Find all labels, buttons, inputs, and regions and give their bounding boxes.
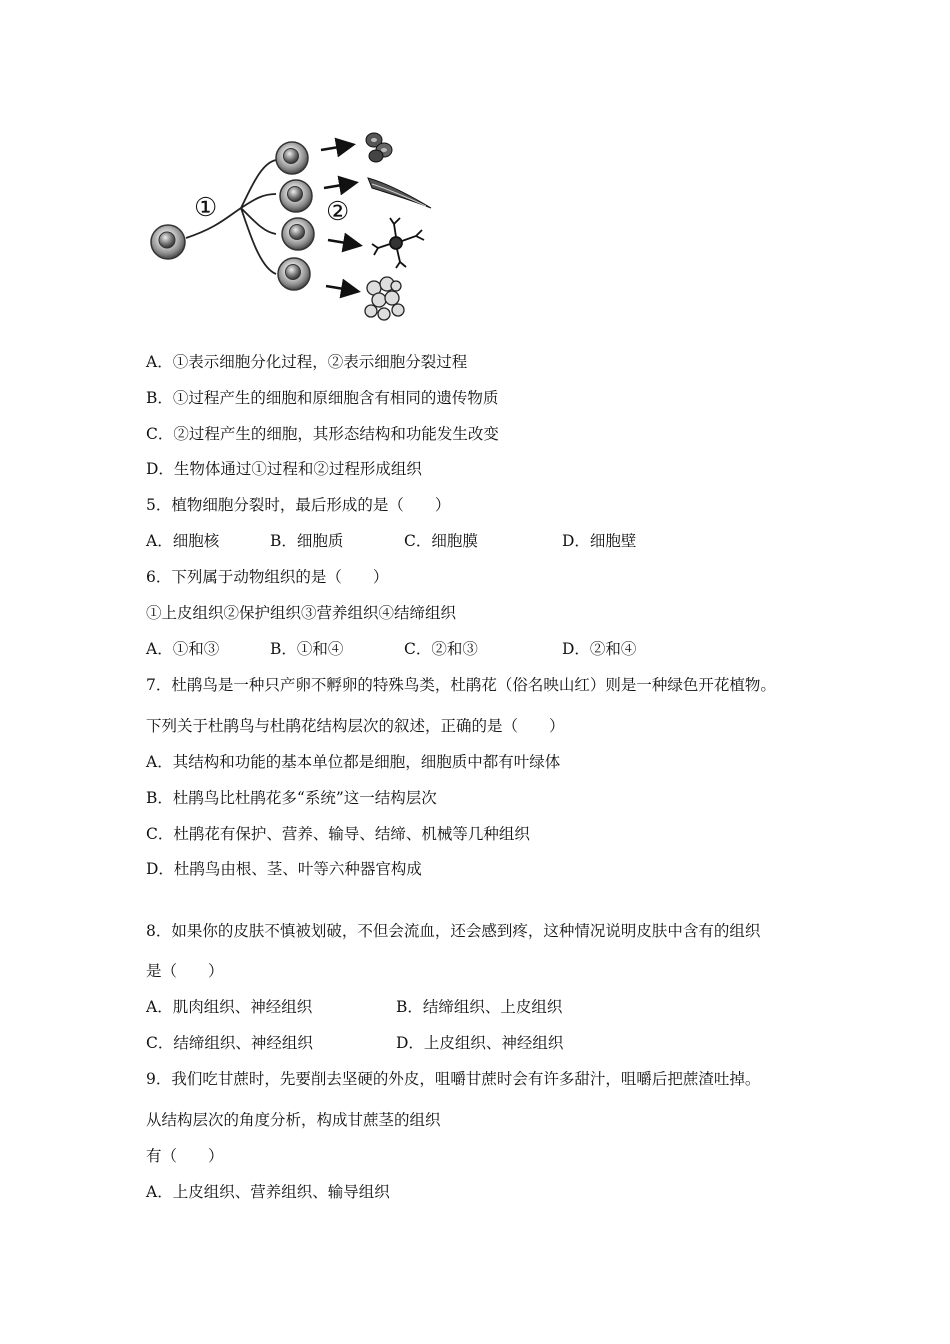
daughter-cell bbox=[276, 142, 308, 174]
q7-option-a: A．其结构和功能的基本单位都是细胞，细胞质中都有叶绿体 bbox=[146, 753, 561, 771]
original-cell bbox=[151, 225, 185, 259]
q4-option-c: C．②过程产生的细胞，其形态结构和功能发生改变 bbox=[146, 425, 499, 443]
q8-stem-line1: 8．如果你的皮肤不慎被划破，不但会流血，还会感到疼，这种情况说明皮肤中含有的组织 bbox=[146, 922, 761, 940]
q5-option-c: C．细胞膜 bbox=[404, 532, 478, 550]
q6-option-b: B．①和④ bbox=[270, 640, 344, 658]
daughter-cell bbox=[278, 258, 310, 290]
q8-option-d: D．上皮组织、神经组织 bbox=[396, 1034, 564, 1052]
daughter-cell bbox=[280, 180, 312, 212]
q4-option-d: D．生物体通过①过程和②过程形成组织 bbox=[146, 460, 422, 478]
q9-stem-line1: 9．我们吃甘蔗时，先要削去坚硬的外皮，咀嚼甘蔗时会有许多甜汁，咀嚼后把蔗渣吐掉。 bbox=[146, 1070, 761, 1088]
q7-option-c: C．杜鹃花有保护、营养、输导、结缔、机械等几种组织 bbox=[146, 825, 530, 843]
q9-option-a: A．上皮组织、营养组织、输导组织 bbox=[146, 1183, 390, 1201]
cell-diagram bbox=[146, 128, 436, 328]
q8-option-b: B．结缔组织、上皮组织 bbox=[396, 998, 563, 1016]
q7-option-b: B．杜鹃鸟比杜鹃花多“系统”这一结构层次 bbox=[146, 789, 437, 807]
blood-cells bbox=[366, 133, 392, 162]
q5-stem: 5．植物细胞分裂时，最后形成的是（ ） bbox=[146, 496, 451, 514]
q7-stem-line1: 7．杜鹃鸟是一种只产卵不孵卵的特殊鸟类，杜鹃花（俗名映山红）则是一种绿色开花植物。 bbox=[146, 676, 776, 694]
q5-option-a: A．细胞核 bbox=[146, 532, 220, 550]
neuron bbox=[372, 218, 424, 268]
q5-option-d: D．细胞壁 bbox=[562, 532, 637, 550]
q6-option-d: D．②和④ bbox=[562, 640, 637, 658]
q4-option-b: B．①过程产生的细胞和原细胞含有相同的遗传物质 bbox=[146, 389, 499, 407]
q8-option-a: A．肌肉组织、神经组织 bbox=[146, 998, 313, 1016]
q6-option-c: C．②和③ bbox=[404, 640, 478, 658]
q8-option-c: C．结缔组织、神经组织 bbox=[146, 1034, 313, 1052]
q6-option-a: A．①和③ bbox=[146, 640, 220, 658]
q9-stem-line2: 从结构层次的角度分析，构成甘蔗茎的组织 bbox=[146, 1111, 441, 1129]
q5-option-b: B．细胞质 bbox=[270, 532, 344, 550]
muscle-cells bbox=[368, 178, 431, 208]
q7-stem-line2: 下列关于杜鹃鸟与杜鹃花结构层次的叙述，正确的是（ ） bbox=[146, 717, 565, 735]
q6-stem: 6．下列属于动物组织的是（ ） bbox=[146, 568, 389, 586]
q7-option-d: D．杜鹃鸟由根、茎、叶等六种器官构成 bbox=[146, 860, 422, 878]
q8-stem-line2: 是（ ） bbox=[146, 962, 224, 980]
daughter-cell bbox=[282, 218, 314, 250]
process-2-label: ② bbox=[326, 197, 350, 227]
adipose-cells bbox=[365, 277, 404, 320]
process-1-label: ① bbox=[194, 193, 218, 223]
q4-option-a: A．①表示细胞分化过程，②表示细胞分裂过程 bbox=[146, 353, 468, 371]
q6-items: ①上皮组织②保护组织③营养组织④结缔组织 bbox=[146, 604, 457, 622]
q9-stem-line3: 有（ ） bbox=[146, 1147, 224, 1165]
